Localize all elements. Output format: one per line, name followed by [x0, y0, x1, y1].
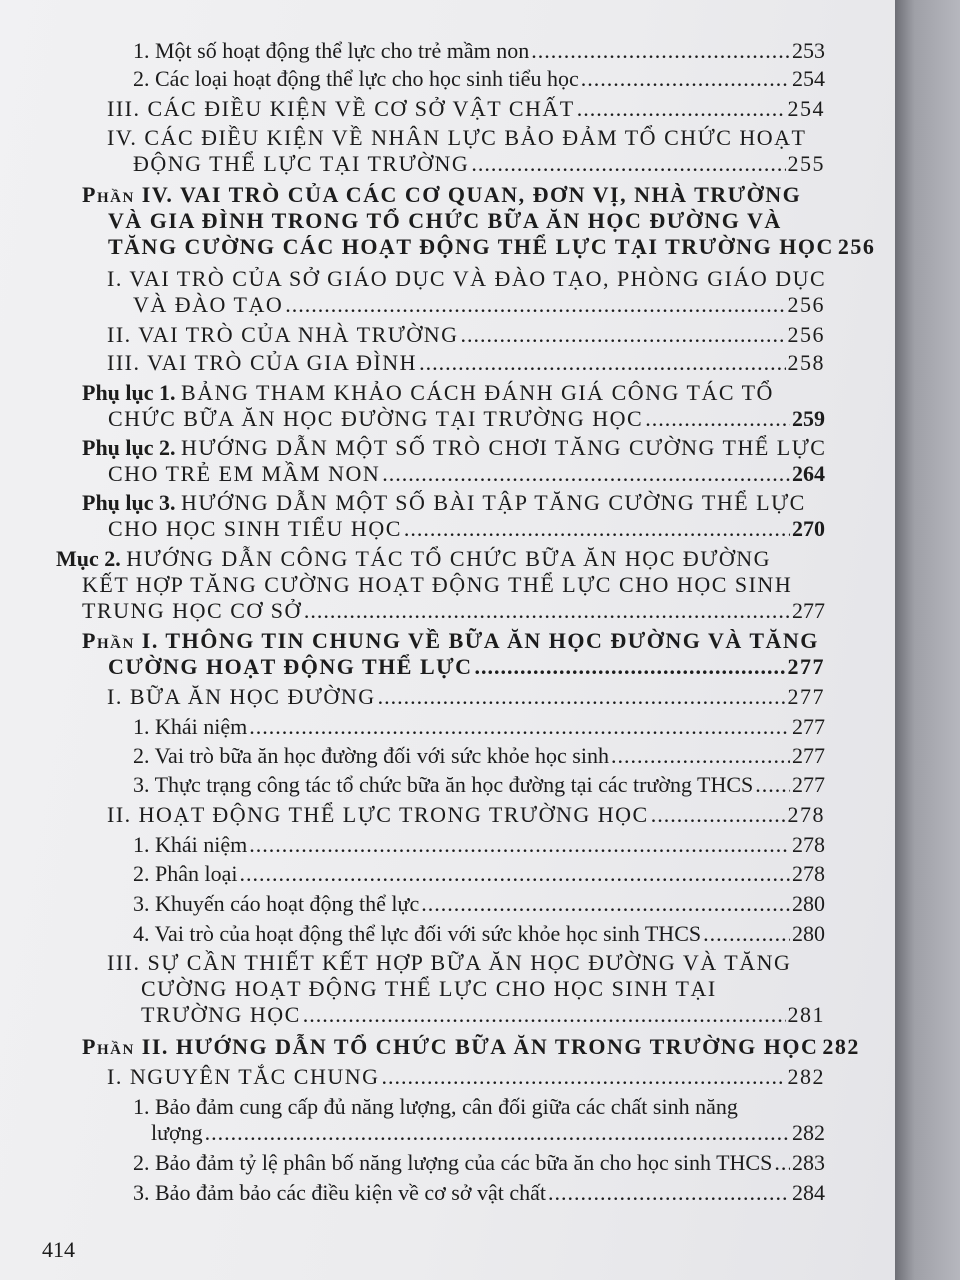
toc-entry	[133, 1150, 825, 1176]
toc-entry-title: 3. Khuyến cáo hoạt động thể lực	[133, 891, 420, 916]
toc-page-number: 253	[792, 38, 825, 63]
toc-entry-line: HƯỚNG DẪN MỘT SỐ TRÒ CHƠI TĂNG CƯỜNG THỂ LỰC	[181, 435, 827, 460]
toc-entry-title: 2. Các loại hoạt động thể lực cho học sinh tiểu học	[133, 66, 579, 91]
toc-entry-title: I. BỮA ĂN HỌC ĐƯỜNG	[107, 684, 376, 709]
toc-entry-line: I. VAI TRÒ CỦA SỞ GIÁO DỤC VÀ ĐÀO TẠO, PHÒNG GIÁO DỤC	[107, 266, 827, 291]
toc-page-number: 258	[787, 350, 825, 375]
toc-entry-title: 2. Phân loại	[133, 861, 238, 886]
toc-entry-label: Phụ lục 1.	[82, 380, 176, 405]
toc-page-number: 270	[792, 516, 825, 541]
toc-entry	[133, 66, 825, 92]
toc-entry	[107, 322, 825, 348]
toc-page-number: 277	[792, 743, 825, 768]
toc-entry-line: BẢNG THAM KHẢO CÁCH ĐÁNH GIÁ CÔNG TÁC TỔ	[181, 380, 774, 405]
toc-entry	[107, 1064, 825, 1090]
toc-entry-title: ĐỘNG THỂ LỰC TẠI TRƯỜNG	[133, 151, 470, 176]
toc-entry-title: 1. Khái niệm	[133, 714, 248, 739]
toc-entry-line: Phần I. THÔNG TIN CHUNG VỀ BỮA ĂN HỌC ĐƯỜNG VÀ TĂNG	[82, 628, 819, 653]
toc-entry-title: 1. Khái niệm	[133, 832, 248, 857]
toc-entry-line: IV. CÁC ĐIỀU KIỆN VỀ NHÂN LỰC BẢO ĐẢM TỔ CHỨC HOẠT	[107, 125, 807, 150]
toc-entry	[133, 861, 825, 887]
toc-entry	[133, 743, 825, 769]
toc-entry-title: 4. Vai trò của hoạt động thể lực đối với sức khỏe học sinh THCS	[133, 921, 702, 946]
toc-entry-title: II. HOẠT ĐỘNG THỂ LỰC TRONG TRƯỜNG HỌC	[107, 802, 649, 827]
toc-entry-title: VÀ ĐÀO TẠO	[133, 292, 284, 317]
toc-entry	[133, 921, 825, 947]
toc-section-entry	[82, 1034, 860, 1060]
toc-page-number: 277	[787, 654, 825, 679]
toc-entry-title: lượng	[151, 1120, 203, 1145]
toc-entry-line: III. SỰ CẦN THIẾT KẾT HỢP BỮA ĂN HỌC ĐƯỜNG VÀ TĂNG	[107, 950, 792, 975]
toc-entry-title: 2. Vai trò bữa ăn học đường đối với sức khỏe học sinh	[133, 743, 609, 768]
toc-entry-line: KẾT HỢP TĂNG CƯỜNG HOẠT ĐỘNG THỂ LỰC CHO HỌC SINH	[82, 572, 793, 597]
toc-page-number: 256	[787, 322, 825, 347]
toc-entry	[107, 802, 825, 828]
toc-entry	[133, 891, 825, 917]
page-number: 414	[42, 1237, 75, 1262]
toc-entry-title: III. VAI TRÒ CỦA GIA ĐÌNH	[107, 350, 418, 375]
toc-entry-title: TRƯỜNG HỌC	[141, 1002, 301, 1027]
toc-entry-title: 3. Bảo đảm bảo các điều kiện về cơ sở vật chất	[133, 1180, 547, 1205]
toc-entry-label: Mục 2.	[56, 546, 121, 571]
toc-appendix-entry	[82, 490, 825, 542]
toc-page-number: 254	[787, 96, 825, 121]
toc-entry-line: 1. Bảo đảm cung cấp đủ năng lượng, cân đối giữa các chất sinh năng	[133, 1094, 738, 1119]
toc-page-number: 282	[792, 1120, 825, 1145]
toc-entry	[107, 684, 825, 710]
toc-entry-line: HƯỚNG DẪN MỘT SỐ BÀI TẬP TĂNG CƯỜNG THỂ LỰC	[181, 490, 806, 515]
toc-page-number: 278	[792, 832, 825, 857]
toc-entry-title: 1. Một số hoạt động thể lực cho trẻ mầm non	[133, 38, 530, 63]
toc-entry-title: CHO TRẺ EM MẦM NON	[108, 461, 381, 486]
toc-entry	[133, 772, 825, 798]
toc-page-number: 264	[792, 461, 825, 486]
toc-page-number: 282	[787, 1064, 825, 1089]
toc-entry-line: VÀ GIA ĐÌNH TRONG TỔ CHỨC BỮA ĂN HỌC ĐƯỜNG VÀ	[108, 208, 782, 233]
toc-page-number: 277	[792, 772, 825, 797]
toc-appendix-entry	[82, 435, 825, 487]
toc-page-number: 255	[787, 151, 825, 176]
toc-entry	[133, 38, 825, 64]
toc-section-entry	[82, 628, 825, 680]
toc-entry-line: HƯỚNG DẪN CÔNG TÁC TỔ CHỨC BỮA ĂN HỌC ĐƯỜNG	[126, 546, 771, 571]
toc-page-number: 278	[787, 802, 825, 827]
toc-page-number: 284	[792, 1180, 825, 1205]
toc-entry-title: I. NGUYÊN TẮC CHUNG	[107, 1064, 380, 1089]
toc-page-number: 277	[787, 684, 825, 709]
toc-entry	[107, 350, 825, 376]
toc-section-entry	[82, 182, 876, 260]
toc-entry	[133, 714, 825, 740]
toc-entry	[107, 125, 825, 177]
toc-page-number: 280	[792, 921, 825, 946]
toc-entry	[107, 266, 825, 318]
page-edge	[895, 0, 960, 1280]
toc-entry-title: 2. Bảo đảm tỷ lệ phân bố năng lượng của các bữa ăn cho học sinh THCS	[133, 1150, 773, 1175]
toc-chapter-entry	[56, 546, 825, 624]
toc-entry-title: TRUNG HỌC CƠ SỞ	[82, 598, 302, 623]
toc-entry-label: Phụ lục 2.	[82, 435, 176, 460]
toc-page-number: 256	[787, 292, 825, 317]
toc-entry-title: III. CÁC ĐIỀU KIỆN VỀ CƠ SỞ VẬT CHẤT	[107, 96, 575, 121]
toc-appendix-entry	[82, 380, 825, 432]
toc-entry	[133, 832, 825, 858]
toc-entry	[107, 950, 825, 1028]
toc-page-number: 277	[792, 598, 825, 623]
toc-entry-title: 3. Thực trạng công tác tổ chức bữa ăn học đường tại các trường THCS	[133, 772, 754, 797]
toc-entry	[133, 1094, 825, 1146]
toc-page-number: 259	[792, 406, 825, 431]
toc-entry-line: CƯỜNG HOẠT ĐỘNG THỂ LỰC CHO HỌC SINH TẠI	[141, 976, 717, 1001]
toc-entry-title: Phần II. HƯỚNG DẪN TỔ CHỨC BỮA ĂN TRONG TRƯỜNG HỌC	[82, 1034, 819, 1059]
toc-entry	[107, 96, 825, 122]
toc-entry-title: CHO HỌC SINH TIỂU HỌC	[108, 516, 402, 541]
toc-page-number: 280	[792, 891, 825, 916]
toc-page-number: 256	[837, 234, 876, 259]
toc-page-number: 281	[787, 1002, 825, 1027]
toc-page-number: 254	[792, 66, 825, 91]
toc-entry-line: Phần IV. VAI TRÒ CỦA CÁC CƠ QUAN, ĐƠN VỊ, NHÀ TRƯỜNG	[82, 182, 802, 207]
toc-page-number: 277	[792, 714, 825, 739]
toc-page-number: 278	[792, 861, 825, 886]
toc-entry-title: TĂNG CƯỜNG CÁC HOẠT ĐỘNG THỂ LỰC TẠI TRƯỜNG HỌC	[108, 234, 834, 259]
toc-entry-title: II. VAI TRÒ CỦA NHÀ TRƯỜNG	[107, 322, 459, 347]
toc-entry	[133, 1180, 825, 1206]
toc-entry-title: CHỨC BỮA ĂN HỌC ĐƯỜNG TẠI TRƯỜNG HỌC	[108, 406, 644, 431]
toc-entry-title: CƯỜNG HOẠT ĐỘNG THỂ LỰC	[108, 654, 473, 679]
toc-page-number: 282	[822, 1034, 860, 1059]
toc-page-number: 283	[792, 1150, 825, 1175]
toc-entry-label: Phụ lục 3.	[82, 490, 176, 515]
